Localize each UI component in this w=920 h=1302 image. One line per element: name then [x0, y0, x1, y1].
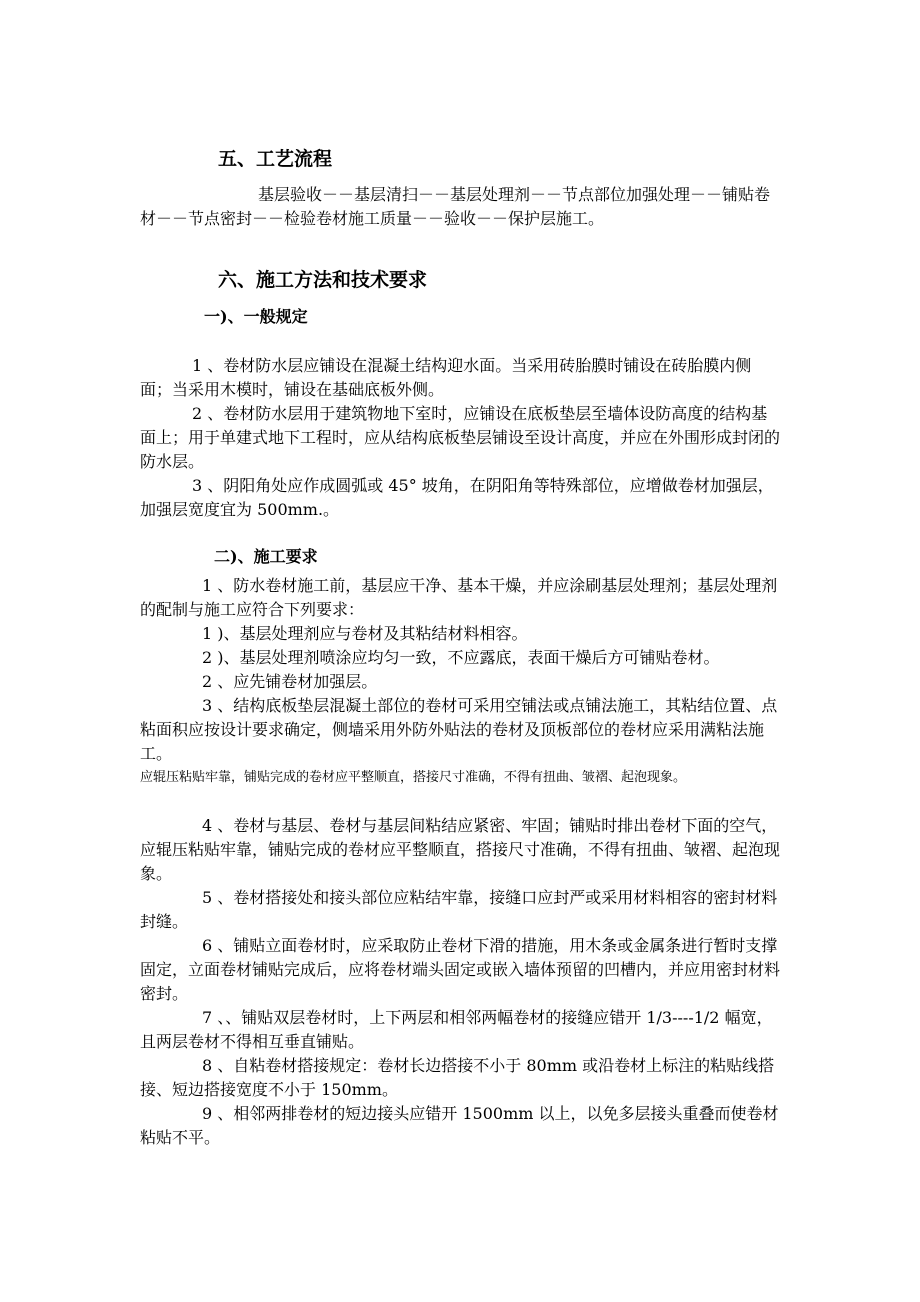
section-5-title: 五、工艺流程: [218, 148, 333, 170]
requirement-7: 7 、、铺贴双层卷材时，上下两层和相邻两幅卷材的接缝应错开 1/3----1/2 幅宽，且两层卷材不得相互垂直铺贴。: [140, 1008, 773, 1051]
requirement-1-sub-1: 1 )、基层处理剂应与卷材及其粘结材料相容。: [202, 624, 528, 643]
general-rule-2: 2 、卷材防水层用于建筑物地下室时，应铺设在底板垫层至墙体设防高度的结构基面上；用于单建式地下工程时，应从结构底板垫层铺设至设计高度，并应在外围形成封闭的防水层。: [140, 404, 781, 471]
requirement-3: 3 、结构底板垫层混凝土部位的卷材可采用空铺法或点铺法施工，其粘结位置、点粘面积应按设计要求确定，侧墙采用外防外贴法的卷材及顶板部位的卷材应采用满粘法施工。: [140, 696, 778, 763]
process-flow: 基层验收－－基层清扫－－基层处理剂－－节点部位加强处理－－铺贴卷材－－节点密封－－检验卷材施工质量－－验收－－保护层施工。: [140, 185, 771, 228]
requirement-5: 5 、卷材搭接处和接头部位应粘结牢靠，接缝口应封严或采用材料相容的密封材料封缝。: [140, 888, 778, 931]
section-6-title: 六、施工方法和技术要求: [218, 269, 428, 291]
requirements-title: 二)、施工要求: [214, 547, 318, 566]
requirement-3-note: 应辊压粘贴牢靠，铺贴完成的卷材应平整顺直，搭接尺寸准确，不得有扭曲、皱褶、起泡现象。: [140, 770, 687, 785]
general-rules-title: 一)、一般规定: [204, 307, 308, 326]
requirement-2: 2 、应先铺卷材加强层。: [202, 672, 378, 691]
requirement-4: 4 、卷材与基层、卷材与基层间粘结应紧密、牢固；铺贴时排出卷材下面的空气，应辊压粘贴牢靠，铺贴完成的卷材应平整顺直，搭接尺寸准确，不得有扭曲、皱褶、起泡现象。: [140, 816, 781, 883]
requirement-6: 6 、铺贴立面卷材时，应采取防止卷材下滑的措施，用木条或金属条进行暂时支撑固定，立面卷材铺贴完成后，应将卷材端头固定或嵌入墙体预留的凹槽内，并应用密封材料密封。: [140, 936, 781, 1003]
general-rule-1: 1 、卷材防水层应铺设在混凝土结构迎水面。当采用砖胎膜时铺设在砖胎膜内侧面；当采用木模时，铺设在基础底板外侧。: [140, 356, 752, 399]
general-rule-3: 3 、阴阳角处应作成圆弧或 45° 坡角，在阴阳角等特殊部位，应增做卷材加强层，加强层宽度宜为 500mm.。: [140, 476, 774, 519]
requirement-9: 9 、相邻两排卷材的短边接头应错开 1500mm 以上，以免多层接头重叠而使卷材粘贴不平。: [140, 1104, 779, 1147]
requirement-8: 8 、自粘卷材搭接规定：卷材长边搭接不小于 80mm 或沿卷材上标注的粘贴线搭接、短边搭接宽度不小于 150mm。: [140, 1056, 775, 1099]
requirement-1: 1 、防水卷材施工前，基层应干净、基本干燥，并应涂刷基层处理剂；基层处理剂的配制与施工应符合下列要求：: [140, 576, 778, 619]
requirement-1-sub-2: 2 )、基层处理剂喷涂应均匀一致，不应露底，表面干燥后方可铺贴卷材。: [202, 648, 720, 667]
